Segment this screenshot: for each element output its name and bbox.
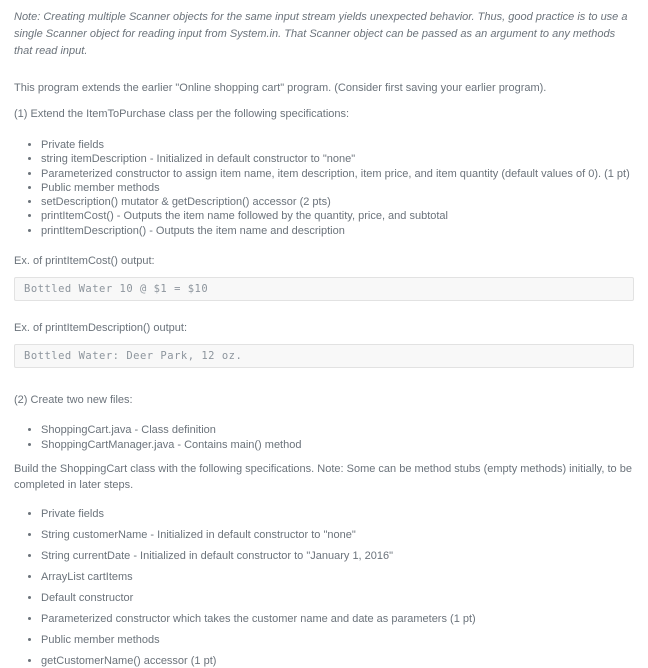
list-item: • setDescription() mutator & getDescription() accessor (2 pts) [41,195,634,209]
ex2-code-block: Bottled Water: Deer Park, 12 oz. [14,344,634,368]
ex1-label: Ex. of printItemCost() output: [14,255,155,268]
intro-paragraph: This program extends the earlier "Online shopping cart" program. (Consider first saving your earlier program). [14,82,547,94]
shoppingcart-spec-list [14,507,634,668]
list-item: • Parameterized constructor to assign item name, item description, item price, and item quantity (default values of 0). (1 pt) [41,167,634,181]
list-item: • Private fields [41,138,634,152]
list-item: • string itemDescription - Initialized in default constructor to "none" [41,152,634,166]
list-item: • Public member methods [41,181,634,195]
list-item: • printItemCost() - Outputs the item name followed by the quantity, price, and subtotal [41,209,634,223]
list-item: • Parameterized constructor which takes the customer name and date as parameters (1 pt) [41,612,634,626]
build-paragraph: Build the ShoppingCart class with the following specifications. Note: Some can be method stubs (empty methods) initially, to be completed in later steps. [14,463,632,491]
list-item: • ShoppingCart.java - Class definition [41,423,634,438]
list-item: • String currentDate - Initialized in default constructor to "January 1, 2016" [41,549,634,563]
list-item: • ShoppingCartManager.java - Contains main() method [41,438,634,453]
step2-files-list [14,423,634,453]
list-item: • getCustomerName() accessor (1 pt) [41,654,634,668]
list-item: • Default constructor [41,591,634,605]
list-item: • printItemDescription() - Outputs the item name and description [41,224,634,238]
ex1-code-block: Bottled Water 10 @ $1 = $10 [14,277,634,301]
step1-heading: (1) Extend the ItemToPurchase class per the following specifications: [14,108,350,120]
ex2-label: Ex. of printItemDescription() output: [14,322,188,335]
list-item: • String customerName - Initialized in default constructor to "none" [41,528,634,542]
list-item: • Public member methods [41,633,634,647]
list-item: • Private fields [41,507,634,521]
step2-heading: (2) Create two new files: [14,394,133,407]
scanner-note-paragraph: Note: Creating multiple Scanner objects for the same input stream yields unexpected behavior. Thus, good practice is to use a single Scanner object for reading input from System.in. That Scanner object can be passed as an argument to any methods that read input. [14,11,628,57]
step1-spec-list [14,138,634,238]
list-item: • ArrayList cartItems [41,570,634,584]
